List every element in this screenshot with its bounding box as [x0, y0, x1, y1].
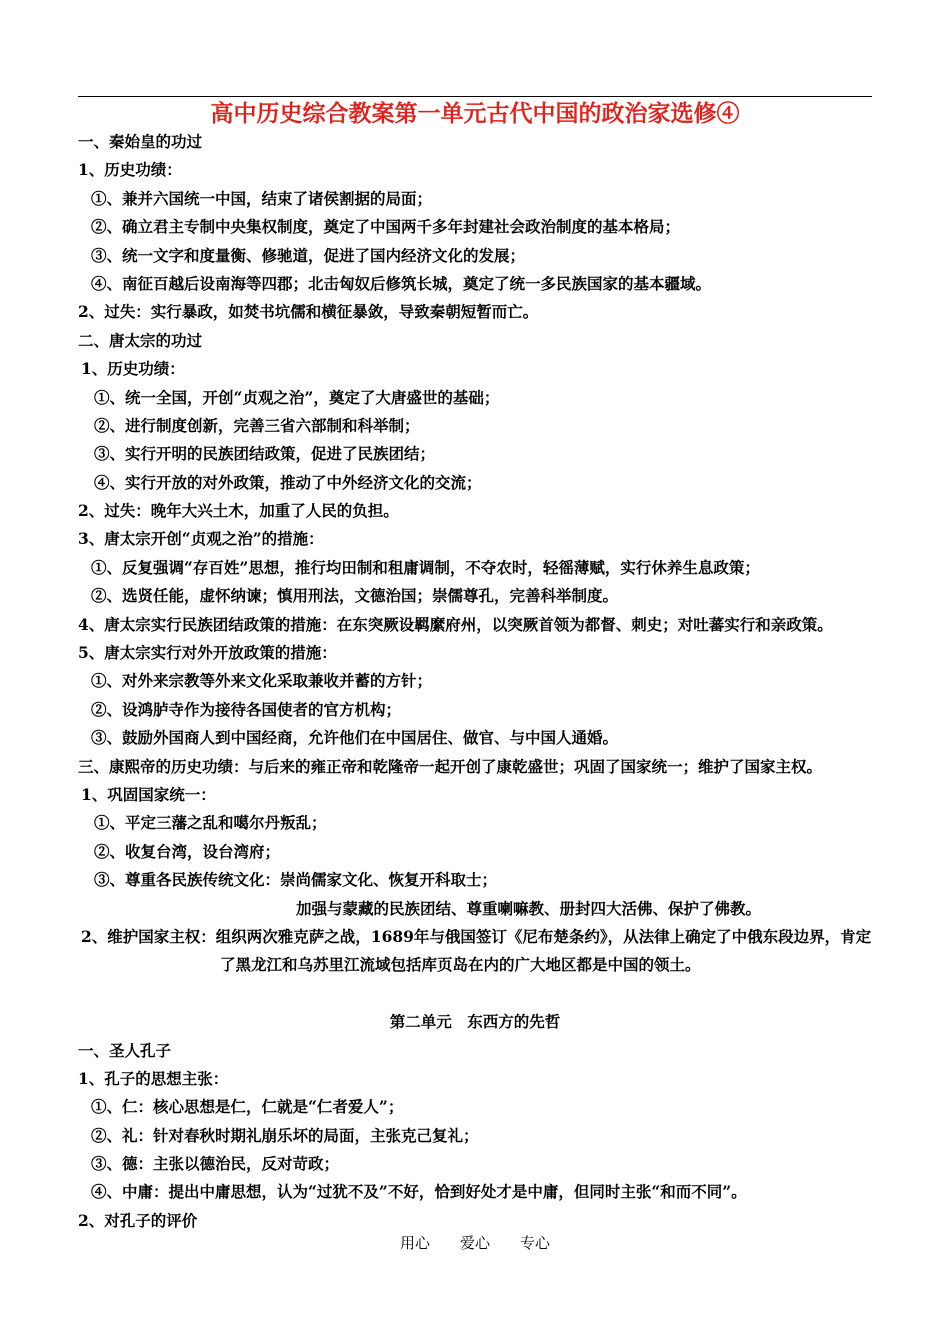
subsection-heading: 2、维护国家主权：组织两次雅克萨之战，1689年与俄国签订《尼布楚条约》，从法律上确定了中俄东段边界，肯定 [81, 926, 872, 946]
subsection-heading: 2、过失：晚年大兴土木，加重了人民的负担。 [78, 501, 399, 521]
page-footer: 用心 爱心 专心 [399, 1234, 550, 1252]
list-item: ④、南征百越后设南海等四郡；北击匈奴后修筑长城，奠定了统一多民族国家的基本疆域。 [91, 273, 712, 293]
list-item: ③、尊重各民族传统文化：崇尚儒家文化、恢复开科取士； [94, 870, 498, 890]
list-item: ④、中庸：提出中庸思想，认为“过犹不及”不好，恰到好处才是中庸，但同时主张“和而不同”。 [91, 1182, 747, 1202]
list-item: ②、进行制度创新，完善三省六部制和科举制； [94, 415, 420, 435]
list-item: ①、统一全国，开创“贞观之治”，奠定了大唐盛世的基础； [94, 387, 500, 407]
list-item: ④、实行开放的对外政策，推动了中外经济文化的交流； [94, 472, 482, 492]
subsection-heading: 1、历史功绩： [78, 160, 182, 180]
list-item: ②、设鸿胪寺作为接待各国使者的官方机构； [91, 699, 402, 719]
section-heading: 一、秦始皇的功过 [78, 132, 203, 151]
subsection-heading: 5、唐太宗实行对外开放政策的措施： [78, 643, 337, 663]
list-item: ①、平定三藩之乱和噶尔丹叛乱； [94, 813, 327, 833]
list-item: ②、选贤任能，虚怀纳谏；慎用刑法，文德治国；崇儒尊孔，完善科举制度。 [91, 586, 619, 606]
section-heading: 二、唐太宗的功过 [78, 330, 203, 350]
list-item: ③、德：主张以德治民，反对苛政； [91, 1154, 340, 1174]
list-item-continuation: 加强与蒙藏的民族团结、尊重喇嘛教、册封四大活佛、保护了佛教。 [296, 898, 762, 918]
subsection-heading: 1、巩固国家统一： [81, 784, 216, 804]
subsection-heading: 2、对孔子的评价 [78, 1210, 198, 1230]
document-title: 高中历史综合教案第一单元古代中国的政治家选修④ [210, 100, 740, 127]
document-body [78, 128, 878, 1235]
subsection-heading: 1、孔子的思想主张： [78, 1068, 229, 1088]
list-item: ③、统一文字和度量衡、修驰道，促进了国内经济文化的发展； [91, 245, 526, 265]
section-heading: 三、康熙帝的历史功绩：与后来的雍正帝和乾隆帝一起开创了康乾盛世；巩固了国家统一；维护了国家主权。 [78, 756, 823, 776]
paragraph-continuation: 了黑龙江和乌苏里江流域包括库页岛在内的广大地区都是中国的领土。 [220, 955, 701, 975]
list-item: ②、确立君主专制中央集权制度，奠定了中国两千多年封建社会政治制度的基本格局； [91, 217, 681, 237]
subsection-heading: 4、唐太宗实行民族团结政策的措施：在东突厥设羁縻府州，以突厥首领为都督、刺史；对吐蕃实行和亲政策。 [78, 614, 833, 634]
header-rule [78, 96, 872, 97]
unit-heading: 第二单元 东西方的先哲 [389, 1012, 561, 1032]
section-heading: 一、圣人孔子 [78, 1040, 172, 1060]
list-item: ③、鼓励外国商人到中国经商，允许他们在中国居住、做官、与中国人通婚。 [91, 728, 619, 748]
spacer [78, 980, 878, 1008]
subsection-heading: 1、历史功绩： [81, 359, 185, 379]
list-item: ①、仁：核心思想是仁，仁就是“仁者爱人”； [91, 1097, 404, 1117]
list-item: ②、收复台湾，设台湾府； [94, 841, 281, 861]
list-item: ①、兼并六国统一中国，结束了诸侯割据的局面； [91, 188, 433, 208]
subsection-heading: 3、唐太宗开创“贞观之治”的措施： [78, 529, 324, 549]
list-item: ①、反复强调“存百姓”思想，推行均田制和租庸调制，不夺农时，轻徭薄赋，实行休养生息政策； [91, 557, 760, 577]
list-item: ①、对外来宗教等外来文化采取兼收并蓄的方针； [91, 671, 433, 691]
list-item: ③、实行开明的民族团结政策，促进了民族团结； [94, 444, 436, 464]
subsection-heading: 2、过失：实行暴政，如焚书坑儒和横征暴敛，导致秦朝短暂而亡。 [78, 302, 539, 322]
list-item: ②、礼：针对春秋时期礼崩乐坏的局面，主张克己复礼； [91, 1125, 479, 1145]
